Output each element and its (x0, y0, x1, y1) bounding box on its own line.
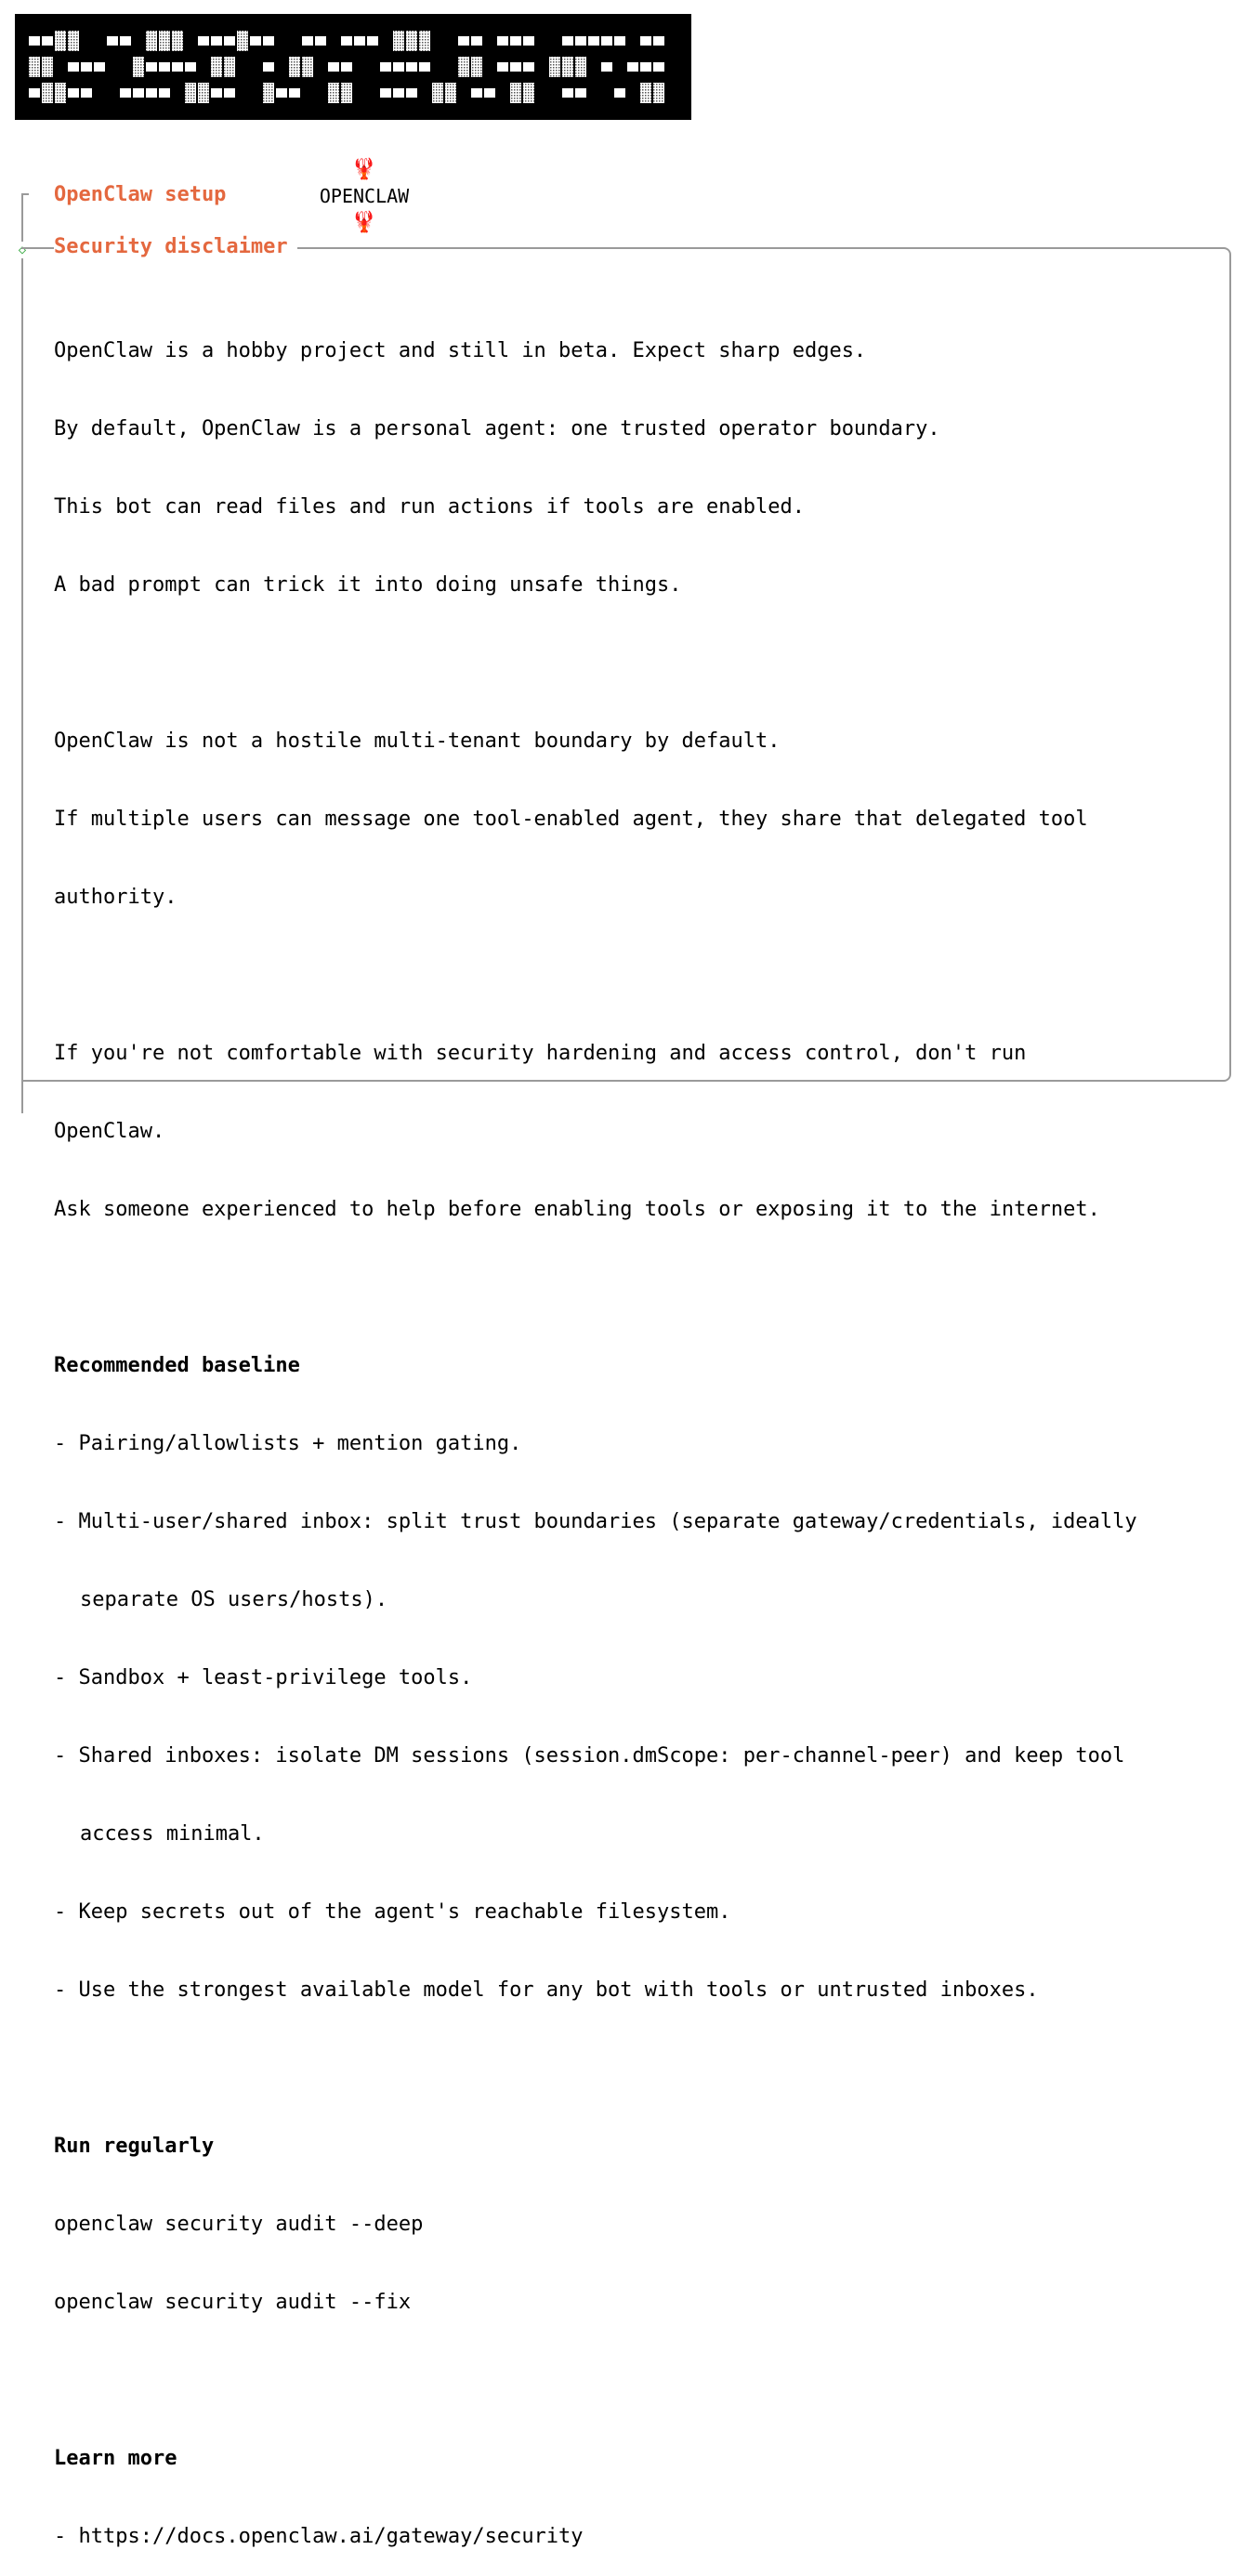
baseline-item: - Shared inboxes: isolate DM sessions (session.dmScope: per-channel-peer) and keep tool (54, 1744, 1125, 1768)
banner-cell (562, 36, 573, 46)
banner-cell (510, 83, 521, 103)
banner-cell (185, 62, 196, 72)
banner-cell (562, 57, 573, 77)
banner-cell (380, 62, 391, 72)
banner-cell (42, 57, 53, 77)
blank-line (54, 651, 1215, 677)
baseline-item: - Use the strongest available model for any bot with tools or untrusted inboxes. (54, 1978, 1039, 2002)
banner-cell (523, 62, 534, 72)
banner-cell (471, 88, 482, 98)
banner-cell (393, 62, 404, 72)
banner-cell (68, 31, 79, 51)
banner-cell (640, 62, 651, 72)
banner-cell (289, 88, 300, 98)
baseline-item-continued: access minimal. (80, 1822, 265, 1846)
baseline-item: - Multi-user/shared inbox: split trust boundaries (separate gateway/credentials, ideally (54, 1510, 1137, 1533)
banner-cell (380, 88, 391, 98)
banner-cell (393, 31, 404, 51)
disclaimer-line: OpenClaw. (54, 1120, 165, 1143)
banner-cell (276, 88, 287, 98)
banner-cell (601, 62, 612, 72)
disclaimer-line: authority. (54, 886, 177, 909)
banner-cell (315, 36, 326, 46)
disclaimer-line: OpenClaw is a hobby project and still in beta. Expect sharp edges. (54, 339, 867, 362)
baseline-item: - Sandbox + least-privilege tools. (54, 1666, 473, 1689)
disclaimer-line: By default, OpenClaw is a personal agent: one trusted operator boundary. (54, 417, 940, 440)
banner-cell (172, 31, 183, 51)
banner-cell (341, 83, 352, 103)
banner-cell (29, 36, 40, 46)
learn-heading: Learn more (54, 2447, 177, 2470)
banner-cell (614, 36, 625, 46)
lobster-icon: 🦞 (351, 211, 377, 234)
banner-cell (419, 31, 430, 51)
banner-cell (614, 88, 625, 98)
banner-cell (653, 62, 664, 72)
banner-cell (406, 88, 417, 98)
banner-cell (146, 31, 157, 51)
banner-cell (575, 88, 586, 98)
baseline-item-continued: separate OS users/hosts). (80, 1588, 388, 1611)
banner-cell (432, 83, 443, 103)
banner-cell (211, 57, 222, 77)
disclaimer-body (54, 286, 1215, 2576)
banner-cell (341, 62, 352, 72)
banner-cell (94, 62, 105, 72)
banner-cell (289, 57, 300, 77)
banner-cell (575, 36, 586, 46)
banner-cell (328, 83, 339, 103)
banner-cell (445, 83, 456, 103)
banner-cell (29, 88, 40, 98)
banner-cell (198, 83, 209, 103)
banner-cell (159, 88, 170, 98)
banner-cell (302, 36, 313, 46)
banner-cell (640, 83, 651, 103)
banner-cell (328, 62, 339, 72)
banner-cell (510, 36, 521, 46)
disclaimer-line: If you're not comfortable with security hardening and access control, don't run (54, 1042, 1027, 1065)
banner-cell (419, 62, 430, 72)
banner-cell (458, 57, 469, 77)
banner-cell (549, 57, 560, 77)
blank-line (54, 2056, 1215, 2082)
run-heading: Run regularly (54, 2135, 215, 2158)
banner-cell (484, 88, 495, 98)
banner-cell (224, 57, 235, 77)
banner-cell (211, 36, 222, 46)
banner-cell (406, 31, 417, 51)
banner-cell (471, 57, 482, 77)
banner-cell (263, 83, 274, 103)
banner-cell (120, 36, 131, 46)
banner-cell (224, 88, 235, 98)
baseline-item: - Pairing/allowlists + mention gating. (54, 1432, 522, 1455)
learn-link[interactable]: - https://docs.openclaw.ai/gateway/security (54, 2525, 584, 2548)
banner-cell (81, 62, 92, 72)
banner-cell (107, 36, 118, 46)
banner-cell (198, 36, 209, 46)
disclaimer-line: Ask someone experienced to help before enabling tools or exposing it to the internet. (54, 1198, 1100, 1221)
banner-cell (211, 88, 222, 98)
banner-cell (146, 62, 157, 72)
disclaimer-line: OpenClaw is not a hostile multi-tenant boundary by default. (54, 729, 781, 753)
banner-cell (588, 36, 599, 46)
disclaimer-line: If multiple users can message one tool-enabled agent, they share that delegated tool (54, 808, 1088, 831)
banner-cell (42, 83, 53, 103)
banner-cell (133, 88, 144, 98)
run-command: openclaw security audit --fix (54, 2291, 412, 2314)
banner-cell (523, 36, 534, 46)
banner-cell (601, 36, 612, 46)
guide-rail (21, 193, 23, 242)
banner-cell (159, 31, 170, 51)
banner-cell (42, 36, 53, 46)
guide-rail-corner (21, 193, 29, 195)
banner-cell (653, 36, 664, 46)
openclaw-ascii-banner (15, 14, 691, 120)
banner-cell (263, 36, 274, 46)
blank-line (54, 2368, 1215, 2394)
baseline-item: - Keep secrets out of the agent's reachable filesystem. (54, 1900, 731, 1924)
step-diamond-icon: ◇ (18, 243, 27, 257)
lobster-icon: 🦞 (351, 158, 377, 181)
blank-line (54, 963, 1215, 989)
brand-text: OPENCLAW (319, 185, 410, 207)
banner-cell (55, 83, 66, 103)
banner-cell (185, 83, 196, 103)
banner-cell (653, 83, 664, 103)
banner-cell (367, 36, 378, 46)
banner-cell (81, 88, 92, 98)
banner-cell (120, 88, 131, 98)
banner-cell (627, 62, 638, 72)
banner-cell (562, 88, 573, 98)
banner-cell (68, 62, 79, 72)
banner-cell (510, 62, 521, 72)
banner-cell (263, 62, 274, 72)
baseline-heading: Recommended baseline (54, 1354, 300, 1377)
run-command: openclaw security audit --deep (54, 2213, 424, 2236)
banner-cell (497, 62, 508, 72)
banner-cell (458, 36, 469, 46)
blank-line (54, 1275, 1215, 1301)
banner-cell (172, 62, 183, 72)
setup-title: OpenClaw setup (54, 183, 227, 206)
banner-cell (224, 36, 235, 46)
banner-cell (146, 88, 157, 98)
banner-cell (354, 36, 365, 46)
disclaimer-title: Security disclaimer (54, 234, 297, 260)
banner-cell (159, 62, 170, 72)
banner-cell (55, 31, 66, 51)
banner-cell (29, 57, 40, 77)
banner-cell (406, 62, 417, 72)
disclaimer-line: A bad prompt can trick it into doing unsafe things. (54, 573, 682, 597)
banner-cell (302, 57, 313, 77)
banner-cell (341, 36, 352, 46)
banner-cell (393, 88, 404, 98)
banner-cell (575, 57, 586, 77)
banner-cell (237, 31, 248, 51)
banner-cell (133, 57, 144, 77)
banner-cell (471, 36, 482, 46)
banner-cell (497, 36, 508, 46)
banner-cell (250, 36, 261, 46)
banner-cell (68, 88, 79, 98)
banner-cell (523, 83, 534, 103)
banner-cell (640, 36, 651, 46)
disclaimer-line: This bot can read files and run actions if tools are enabled. (54, 495, 805, 519)
